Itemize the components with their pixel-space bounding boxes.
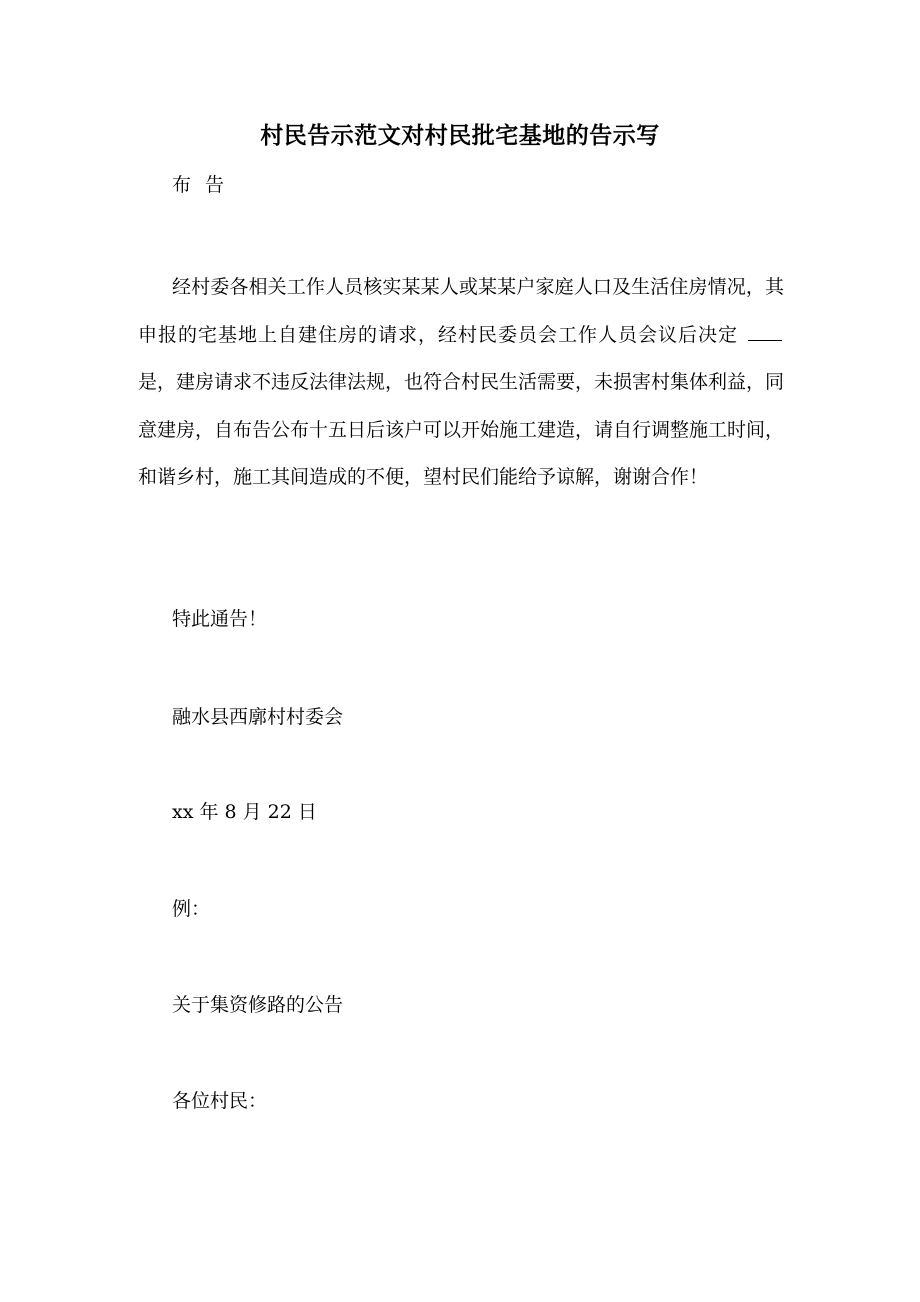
issuing-organization: 融水县西廓村村委会	[172, 706, 344, 728]
notice-heading: 布告	[172, 174, 239, 196]
example-greeting: 各位村民：	[172, 1090, 268, 1112]
issue-date: xx 年 8 月 22 日	[172, 801, 317, 823]
example-title: 关于集资修路的公告	[172, 994, 344, 1016]
body-text-after-blank: 是，建房请求不违反法律法规，也符合村民生活需要，未损害村集体利益，同意建房，自布告公布十五日后该户可以开始施工建造，请自行调整施工时间，和谐乡村，施工其间造成的不便，望村民们能给予谅解，谢谢合作！	[138, 371, 785, 488]
closing-statement: 特此通告！	[172, 608, 268, 630]
example-label: 例：	[172, 898, 211, 920]
body-text-before-blank: 经村委各相关工作人员核实某某人或某某户家庭人口及生活住房情况，其申报的宅基地上自建住房的请求，经村民委员会工作人员会议后决定	[138, 276, 784, 346]
fill-in-blank	[748, 322, 782, 341]
document-title: 村民告示范文对村民批宅基地的告示写	[260, 122, 660, 149]
notice-body-paragraph	[138, 264, 784, 502]
